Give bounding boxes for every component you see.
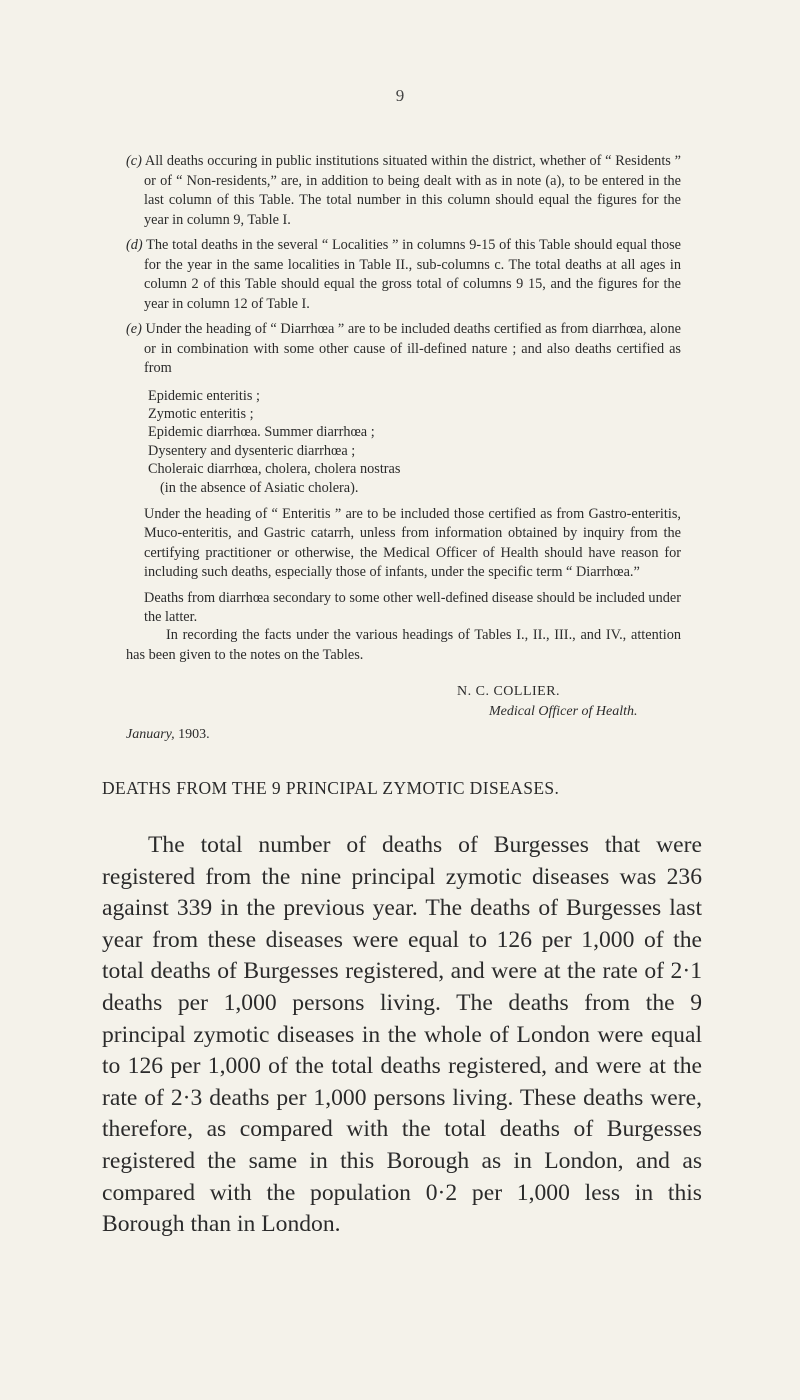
note-d-text: The total deaths in the several “ Localities ” in columns 9-15 of this Table should equal those for the year in the same localities in Table II., sub-columns c. The total deaths at all ages in column 2 of this Table should equal the gross total of columns 9 15, and the figures for the year in column 12 of Table I. [144, 237, 682, 312]
note-e-text: Under the heading of “ Diarrhœa ” are to be included deaths certified as from diarrhœa, alone or in combination with some other cause of ill-defined nature ; and also deaths certified as from [144, 321, 681, 376]
note-d [126, 236, 681, 314]
signatory-name: N. C. COLLIER. [457, 684, 561, 699]
signatory-title: Medical Officer of Health. [489, 704, 638, 719]
list-item: Epidemic diarrhœa. Summer diarrhœa ; [148, 424, 375, 441]
signature-block [425, 682, 638, 722]
enteritis-paragraph: Under the heading of “ Enteritis ” are to be included those certified as from Gastro-enteritis, Muco-enteritis, and Gastric catarrh, unless from information obtained by inquiry from the certifying practitioner or otherwise, the Medical Officer of Health should have reason for including such deaths, especially those of infants, under the specific term “ Diarrhœa.” [144, 505, 681, 581]
diarrhoea-list [148, 387, 681, 497]
list-item: Choleraic diarrhœa, cholera, cholera nostras [148, 461, 401, 478]
table-notes [126, 152, 681, 634]
note-e-label: (e) [126, 321, 142, 337]
list-item: (in the absence of Asiatic cholera). [160, 479, 359, 496]
section-heading: DEATHS FROM THE 9 PRINCIPAL ZYMOTIC DISEASES. [102, 778, 560, 798]
note-c-label: (c) [126, 153, 142, 169]
secondary-diarrhoea-paragraph: Deaths from diarrhœa secondary to some other well-defined disease should be included under the latter. [144, 589, 681, 626]
report-date [126, 727, 210, 743]
list-item: Epidemic enteritis ; [148, 387, 260, 404]
list-item: Dysentery and dysenteric diarrhœa ; [148, 442, 356, 459]
date-year: 1903. [178, 727, 210, 742]
note-e [126, 320, 681, 379]
note-d-label: (d) [126, 237, 143, 253]
note-c [126, 152, 681, 230]
recording-paragraph: In recording the facts under the various headings of Tables I., II., III., and IV., attention has been given to the notes on the Tables. [126, 627, 681, 663]
section-body: The total number of deaths of Burgesses that were registered from the nine principal zymotic diseases was 236 against 339 in the previous year. The deaths of Burgesses last year from these diseases were equal to 126 per 1,000 of the total deaths of Burgesses registered, and were at the rate of 2·1 deaths per 1,000 persons living. The deaths from the 9 principal zymotic diseases in the whole of London were equal to 126 per 1,000 of the total deaths registered, and were at the rate of 2·3 deaths per 1,000 persons living. These deaths were, therefore, as compared with the total deaths of Burgesses registered the same in this Borough as in London, and as compared with the population 0·2 per 1,000 less in this Borough than in London. [102, 832, 702, 1238]
page-number: 9 [395, 86, 405, 105]
list-item: Zymotic enteritis ; [148, 405, 254, 422]
date-month: January, [126, 727, 175, 742]
note-c-text: All deaths occuring in public institutions situated within the district, whether of “ Residents ” or of “ Non-residents,” are, in addition to being dealt with as in note (a), to be entered in the last column of this Table. The total number in this column should equal the figures for the year in column 9, Table I. [144, 153, 681, 228]
